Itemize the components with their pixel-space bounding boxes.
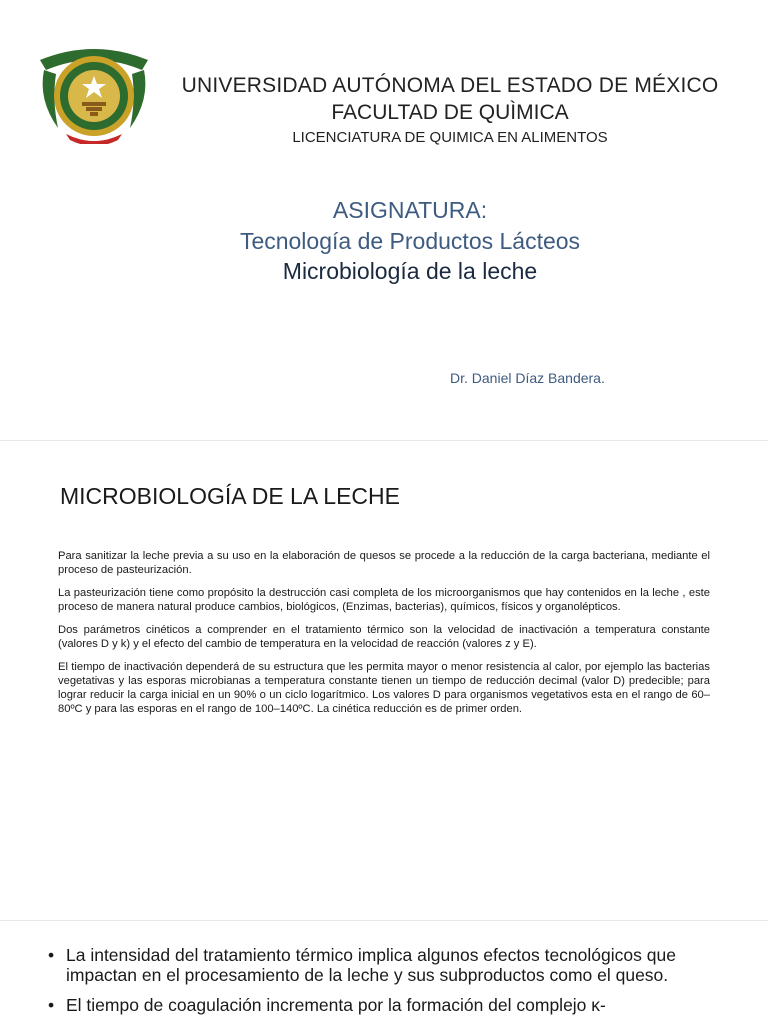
paragraph: Para sanitizar la leche previa a su uso en la elaboración de quesos se procede a la reducción de la carga bacteriana, mediante el proceso de pasteurización. (58, 550, 710, 576)
slide-body (58, 549, 710, 725)
subject-label: ASIGNATURA: (332, 197, 488, 223)
bullet-item (46, 995, 710, 1015)
professor-name: Dr. Daniel Díaz Bandera. (450, 370, 605, 386)
bullet-dot-icon: • (48, 945, 55, 965)
paragraph: La pasteurización tiene como propósito la destrucción casi completa de los microorganismos que hay contenidos en la leche , este proceso de manera natural produce cambios, biológicos, (Enzimas, bacterias), químicos, físicos y organolépticos. (58, 587, 710, 613)
paragraph: Dos parámetros cinéticos a comprender en el tratamiento térmico son la velocidad de inactivación a temperatura constante (valores D y k) y el efecto del cambio de temperatura en la velocidad de reacción (valores z y E). (58, 624, 710, 650)
title-slide (0, 0, 768, 440)
topic-title: Microbiología de la leche (282, 258, 538, 284)
bullet-slide (0, 920, 768, 1025)
microbiology-slide (0, 440, 768, 921)
degree-name: LICENCIATURA DE QUIMICA EN ALIMENTOS (292, 129, 608, 146)
slide-title: MICROBIOLOGÍA DE LA LECHE (60, 483, 400, 509)
bullet-list (46, 945, 710, 1025)
faculty-name: FACULTAD DE QUÌMICA (331, 101, 569, 124)
bullet-text: El tiempo de coagulación incrementa por la formación del complejo κ- (66, 995, 606, 1015)
bullet-item (46, 945, 710, 985)
bullet-dot-icon: • (48, 995, 55, 1015)
university-seal-logo (36, 40, 152, 144)
university-name: UNIVERSIDAD AUTÓNOMA DEL ESTADO DE MÉXICO (181, 74, 719, 97)
bullet-text: La intensidad del tratamiento térmico implica algunos efectos tecnológicos que impactan en el procesamiento de la leche y sus subproductos como el queso. (66, 945, 676, 985)
subject-name: Tecnología de Productos Lácteos (239, 228, 581, 254)
paragraph: El tiempo de inactivación dependerá de su estructura que les permita mayor o menor resistencia al calor, por ejemplo las bacterias vegetativas y las esporas microbianas a temperatura constante tienen un tiempo de reducción decimal (valor D) predecible; para lograr reducir la carga inicial en un 90% o un ciclo logarítmico. Los valores D para organismos vegetativos esta en el rango de 60–80ºC y para las esporas en el rango de 100–140ºC. La cinética reducción es de primer orden. (58, 661, 710, 715)
